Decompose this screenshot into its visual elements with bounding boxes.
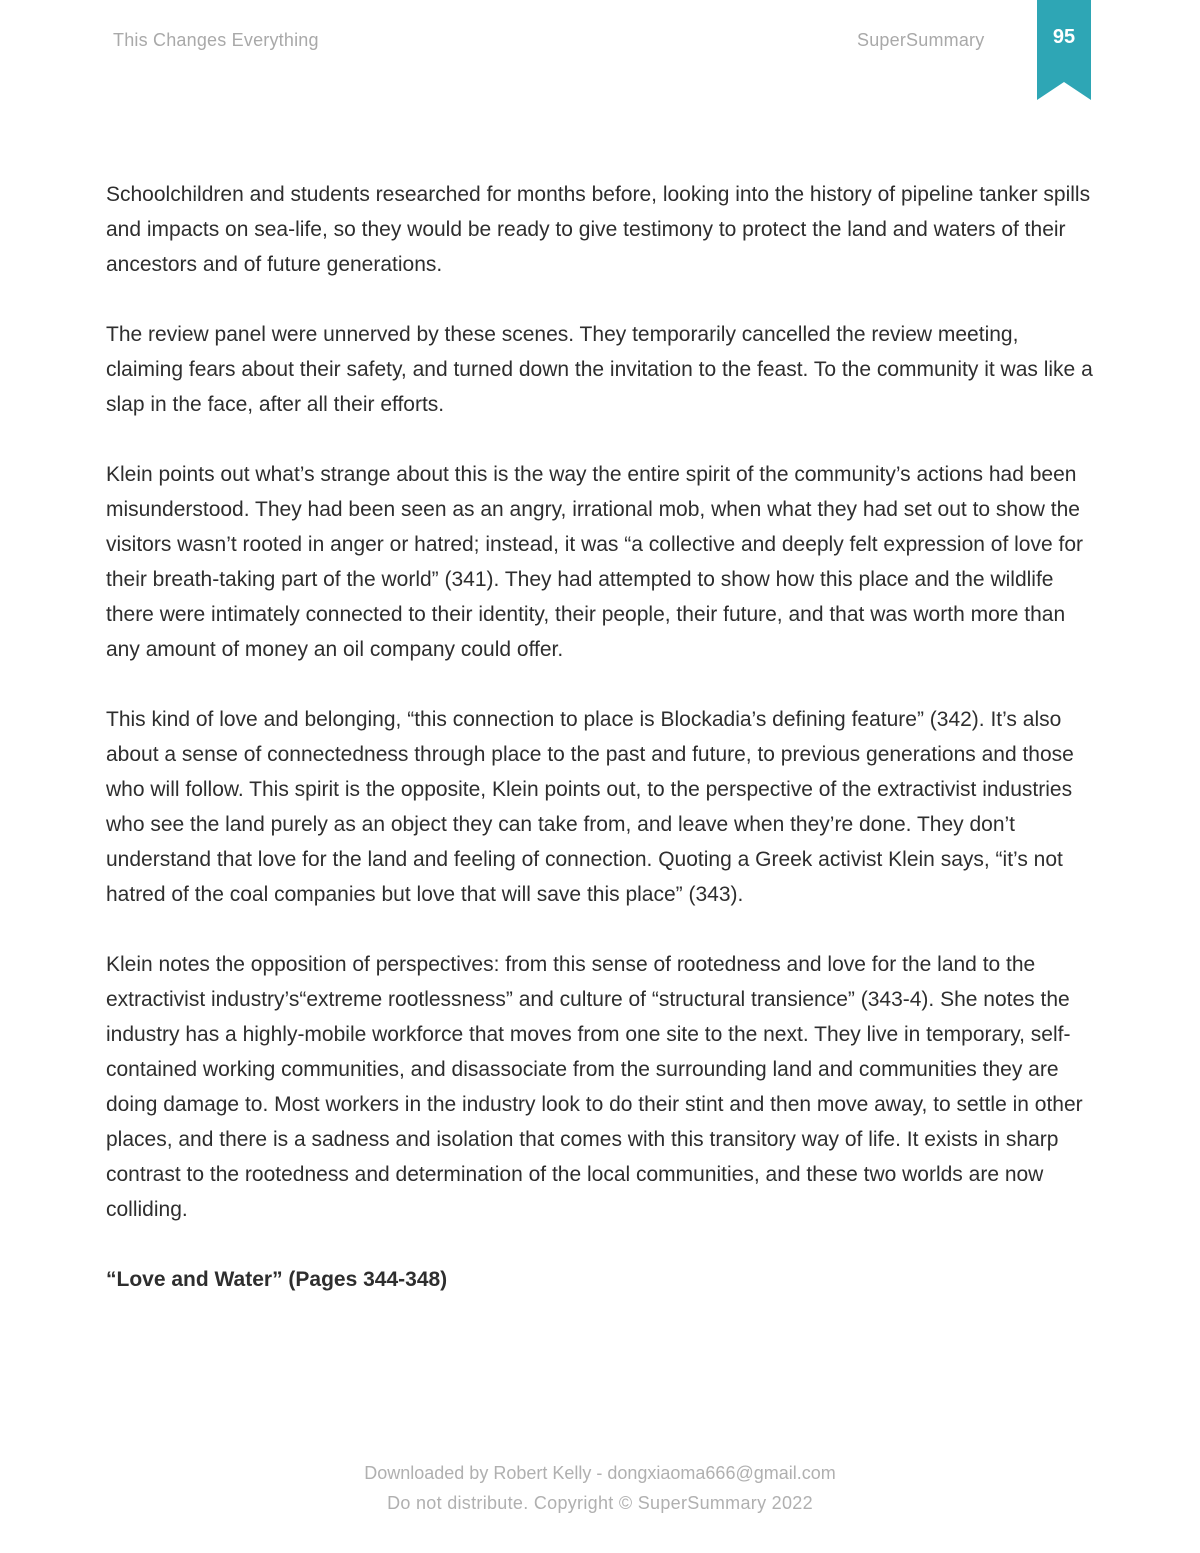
bookmark-tab-icon (1037, 0, 1091, 100)
paragraph-3: Klein points out what’s strange about this is the way the entire spirit of the community’s actions had been misunderstood. They had been seen as an angry, irrational mob, when what they had set out to show the visitors wasn’t rooted in anger or hatred; instead, it was “a collective and deeply felt expression of love for their breath-taking part of the world” (341). They had attempted to show how this place and the wildlife there were intimately connected to their identity, their people, their future, and that was worth more than any amount of money an oil company could offer. (106, 463, 1084, 661)
page-content (106, 177, 1101, 1297)
brand-name: SuperSummary (857, 30, 985, 50)
paragraph-4: This kind of love and belonging, “this connection to place is Blockadia’s defining feature” (342). It’s also about a sense of connectedness through place to the past and future, to previous generations and those who will follow. This spirit is the opposite, Klein points out, to the perspective of the extractivist industries who see the land purely as an object they can take from, and leave when they’re done. They don’t understand that love for the land and feeling of connection. Quoting a Greek activist Klein says, “it’s not hatred of the coal companies but love that will save this place” (343). (106, 708, 1074, 906)
page-number-tab (1037, 0, 1091, 100)
book-title: This Changes Everything (113, 30, 319, 50)
section-heading: “Love and Water” (Pages 344-348) (106, 1268, 448, 1291)
copyright-notice: Do not distribute. Copyright © SuperSummary 2022 (387, 1493, 813, 1513)
download-notice: Downloaded by Robert Kelly - dongxiaoma666@gmail.com (364, 1463, 836, 1483)
paragraph-5: Klein notes the opposition of perspectives: from this sense of rootedness and love for the land to the extractivist industry’s“extreme rootlessness” and culture of “structural transience” (343-4). She notes the industry has a highly-mobile workforce that moves from one site to the next. They live in temporary, self-contained working communities, and disassociate from the surrounding land and communities they are doing damage to. Most workers in the industry look to do their stint and then move away, to settle in other places, and there is a sadness and isolation that comes with this transitory way of life. It exists in sharp contrast to the rootedness and determination of the local communities, and these two worlds are now colliding. (106, 953, 1083, 1221)
paragraph-2: The review panel were unnerved by these scenes. They temporarily cancelled the review meeting, claiming fears about their safety, and turned down the invitation to the feast. To the community it was like a slap in the face, after all their efforts. (106, 323, 1093, 416)
paragraph-1: Schoolchildren and students researched for months before, looking into the history of pipeline tanker spills and impacts on sea-life, so they would be ready to give testimony to protect the land and waters of their ancestors and of future generations. (106, 183, 1091, 276)
page-number: 95 (1052, 26, 1076, 48)
